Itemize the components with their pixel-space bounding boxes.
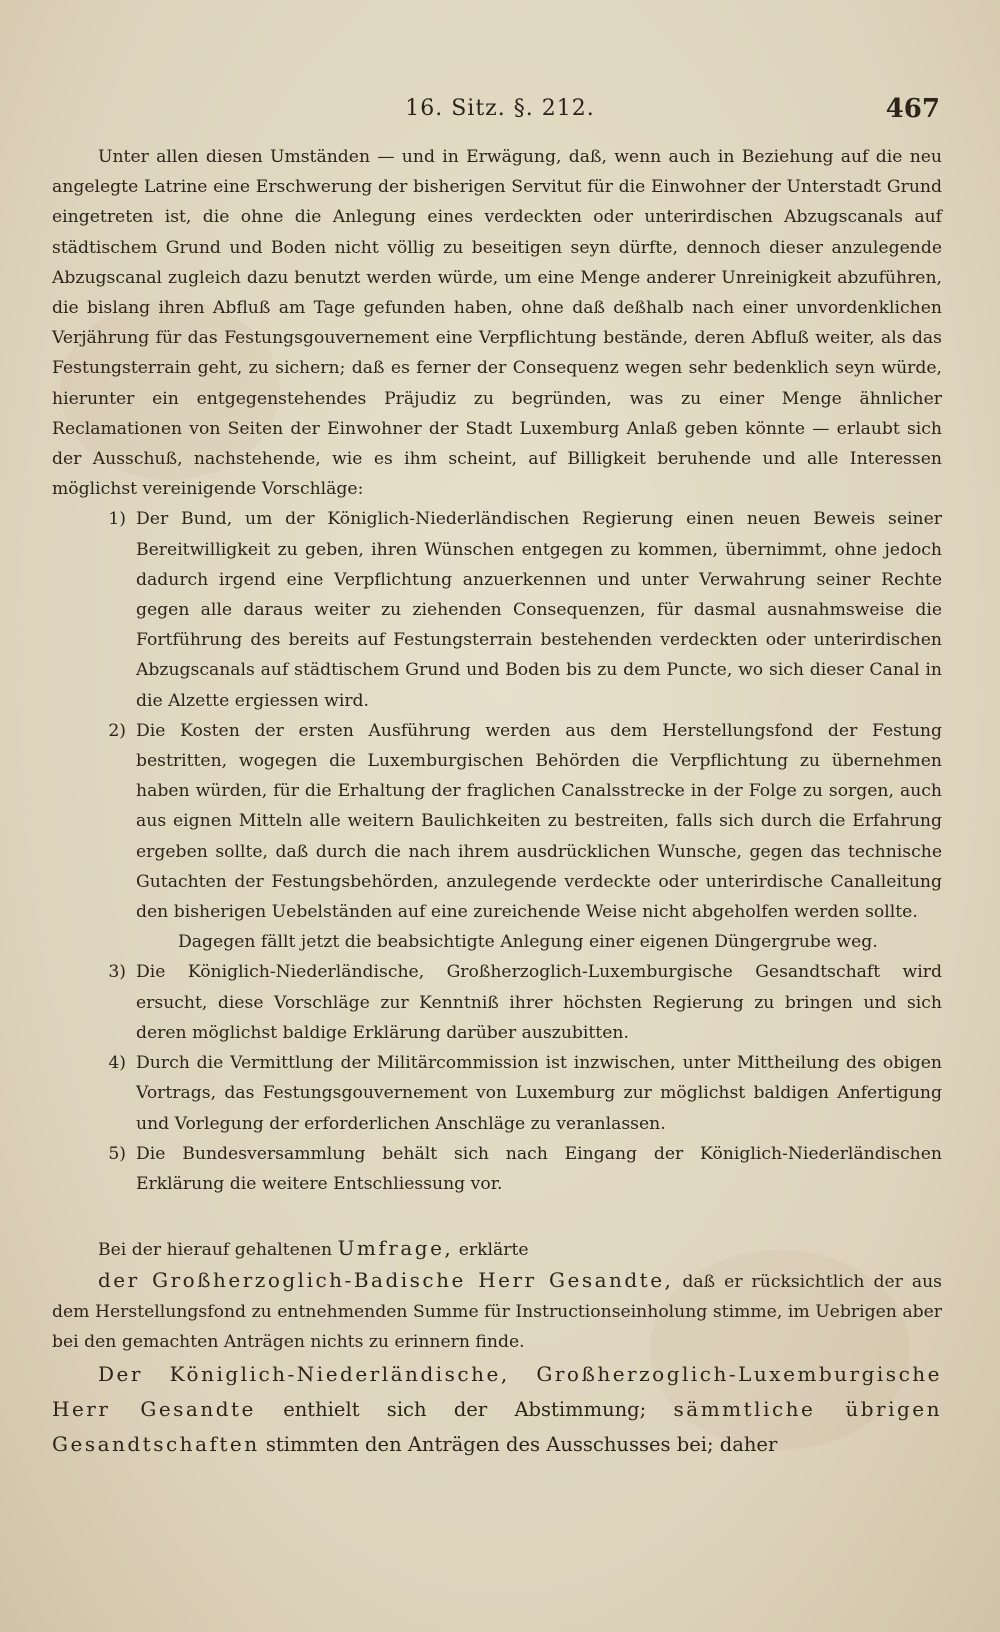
vote-lead-end: erklärte <box>458 1240 529 1261</box>
vote-lead: Bei der hierauf gehaltenen <box>98 1240 333 1261</box>
list-item <box>52 957 942 1048</box>
item-text: Die Königlich-Niederländische, Großherzoglich-Luxemburgische Gesandtschaft wird ersucht, diese Vorschläge zur Kenntniß ihrer höchsten Regierung zu bringen und sich deren möglichst baldige Erklärung darüber auszubitten. <box>136 962 942 1043</box>
intro-paragraph: Unter allen diesen Umständen — und in Erwägung, daß, wenn auch in Beziehung auf die neu angelegte Latrine eine Erschwerung der bisherigen Servitut für die Einwohner der Unterstadt Grund eingetreten ist, die ohne die Anlegung eines verdeckten oder unterirdischen Abzugscanals auf städtischem Grund und Boden nicht völlig zu beseitigen seyn dürfte, dennoch dieser anzulegende Abzugscanal zugleich dazu benutzt werden würde, um eine Menge anderer Unreinigkeit abzuführen, die bislang ihren Abfluß am Tage gefunden haben, ohne daß deßhalb nach einer unvordenklichen Verjährung für das Festungsgouvernement eine Verpflichtung bestände, deren Abfluß weiter, als das Festungsterrain geht, zu sichern; daß es ferner der Consequenz wegen sehr bedenklich seyn würde, hierunter ein entgegenstehendes Präjudiz zu begründen, was zu einer Menge ähnlicher Reclamationen von Seiten der Einwohner der Stadt Luxemburg Anlaß geben könnte — erlaubt sich der Ausschuß, nachstehende, wie es ihm scheint, auf Billigkeit beruhende und alle Interessen möglichst vereinigende Vorschläge: <box>52 147 942 500</box>
sub-note: Dagegen fällt jetzt die beabsichtigte Anlegung einer eigenen Düngergrube weg. <box>178 932 878 953</box>
list-item <box>52 1139 942 1199</box>
item-number: 3) <box>108 962 126 983</box>
vote-intro <box>52 1233 942 1265</box>
page-number: 467 <box>885 94 940 124</box>
envoy-name: Der Königlich-Niederländische, Großherzoglich-Luxemburgische Herr Gesandte <box>52 1362 942 1422</box>
vote-text: stimmten den Anträgen des Ausschusses bei; daher <box>265 1433 778 1457</box>
item-number: 5) <box>108 1143 126 1164</box>
item-text: Durch die Vermittlung der Militärcommission ist inzwischen, unter Mittheilung des obigen Vortrags, das Festungsgouvernement von Luxemburg zur möglichst baldigen Anfertigung und Vorlegung der erforderlichen Anschläge zu veranlassen. <box>136 1053 942 1134</box>
list-item <box>52 716 942 927</box>
vote-lead-spaced: Umfrage, <box>337 1236 454 1261</box>
item-number: 4) <box>108 1053 126 1074</box>
running-head <box>0 96 1000 130</box>
list-item <box>52 504 942 715</box>
section-reference: 16. Sitz. §. 212. <box>405 96 595 121</box>
item-number: 1) <box>108 509 126 530</box>
item-text: Die Kosten der ersten Ausführung werden aus dem Herstellungsfond der Festung bestritten, wogegen die Luxemburgischen Behörden die Verpflichtung zu übernehmen haben würden, für die Erhaltung der fraglichen Canalsstrecke in der Folge zu sorgen, auch aus eignen Mitteln alle weitern Baulichkeiten zu bestreiten, falls sich durch die Erfahrung ergeben sollte, daß durch die nach ihrem ausdrücklichen Wunsche, gegen das technische Gutachten der Festungsbehörden, anzulegende verdeckte oder unterirdische Canalleitung den bisherigen Uebelständen auf eine zureichende Weise nicht abgeholfen werden sollte. <box>136 720 942 923</box>
envoy-name: der Großherzoglich-Badische Herr Gesandte, <box>98 1268 674 1293</box>
envoy-name: sämmtliche übrigen Gesandtschaften <box>52 1397 942 1457</box>
spacer <box>52 1199 942 1233</box>
list-item <box>52 1048 942 1139</box>
body-text <box>52 142 942 1462</box>
vote-luxembourg <box>52 1357 942 1462</box>
vote-baden <box>52 1265 942 1357</box>
vote-text: daß er rücksichtlich der aus dem Herstellungsfond zu entnehmenden Summe für Instructionseinholung stimme, im Uebrigen aber bei den gemachten Anträgen nichts zu erinnern finde. <box>52 1272 942 1353</box>
item-text: Der Bund, um der Königlich-Niederländischen Regierung einen neuen Beweis seiner Bereitwilligkeit zu geben, ihren Wünschen entgegen zu kommen, übernimmt, ohne jedoch dadurch irgend eine Verpflichtung anzuerkennen und unter Verwahrung seiner Rechte gegen alle daraus weiter zu ziehenden Consequenzen, für dasmal ausnahmsweise die Fortführung des bereits auf Festungsterrain bestehenden verdeckten oder unterirdischen Abzugscanals auf städtischem Grund und Boden bis zu dem Puncte, wo sich dieser Canal in die Alzette ergiessen wird. <box>136 509 942 711</box>
item-number: 2) <box>108 720 126 741</box>
item-text: Die Bundesversammlung behält sich nach Eingang der Königlich-Niederländischen Erklärung die weitere Entschliessung vor. <box>136 1143 942 1194</box>
vote-text: enthielt sich der Abstimmung; <box>283 1398 647 1422</box>
